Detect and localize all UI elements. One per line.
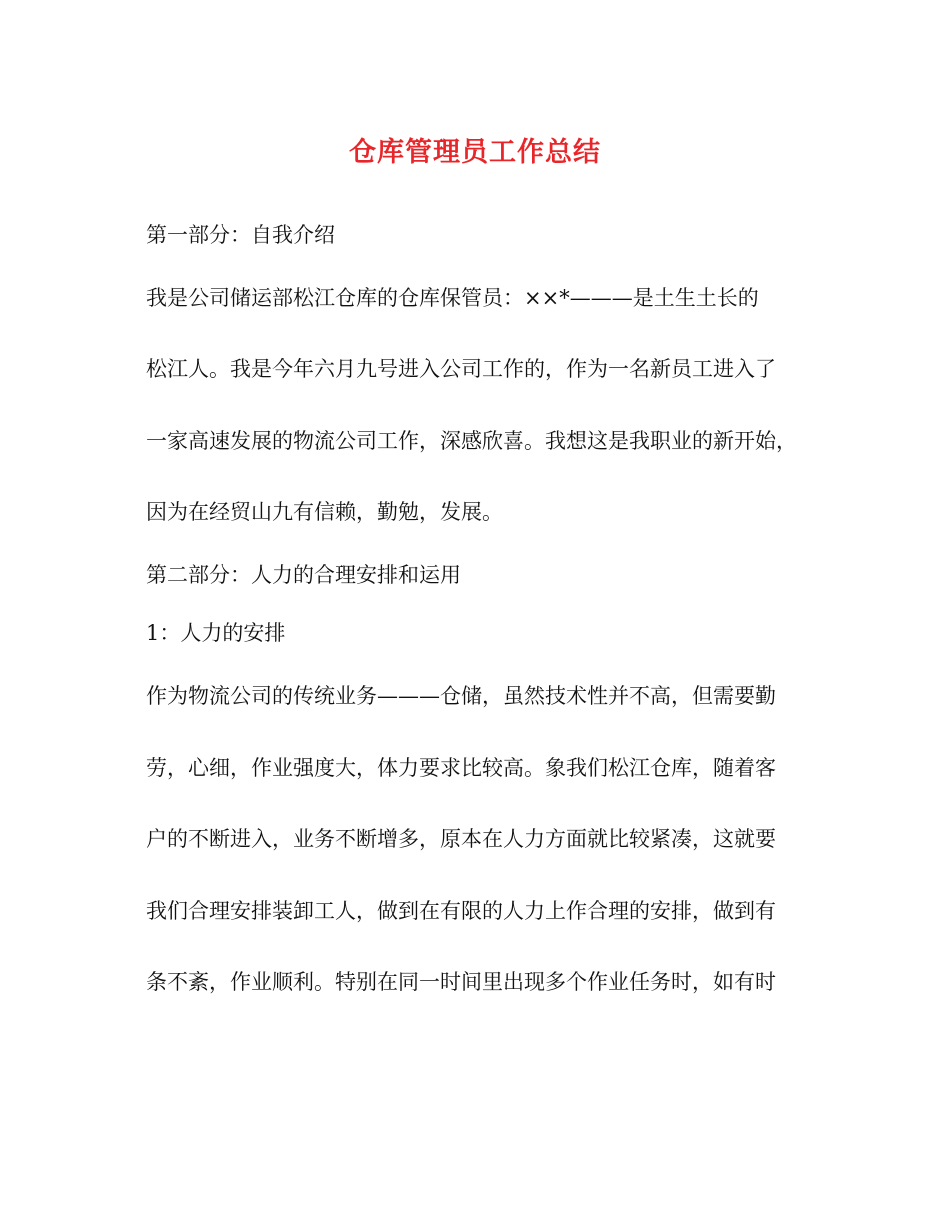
paragraph-line: 我们合理安排装卸工人，做到在有限的人力上作合理的安排，做到有 — [146, 899, 776, 923]
paragraph-line: 劳，心细，作业强度大，体力要求比较高。象我们松江仓库，随着客 — [146, 756, 776, 780]
subsection-heading: 1：人力的安排 — [146, 621, 286, 645]
paragraph-line: 条不紊，作业顺利。特别在同一时间里出现多个作业任务时，如有时 — [146, 970, 776, 994]
section-heading-2: 第二部分：人力的合理安排和运用 — [146, 563, 461, 587]
document-title: 仓库管理员工作总结 — [349, 137, 601, 168]
paragraph-line: 作为物流公司的传统业务———仓储，虽然技术性并不高，但需要勤 — [146, 684, 776, 708]
paragraph-line: 户的不断进入，业务不断增多，原本在人力方面就比较紧凑，这就要 — [146, 827, 776, 851]
section-heading-1: 第一部分：自我介绍 — [146, 223, 335, 247]
paragraph-line: 我是公司储运部松江仓库的仓库保管员：××*———是土生土长的 — [146, 286, 759, 310]
paragraph-line: 一家高速发展的物流公司工作，深感欣喜。我想这是我职业的新开始， — [146, 429, 797, 453]
paragraph-line: 因为在经贸山九有信赖，勤勉，发展。 — [146, 500, 503, 524]
paragraph-line: 松江人。我是今年六月九号进入公司工作的，作为一名新员工进入了 — [146, 357, 776, 381]
